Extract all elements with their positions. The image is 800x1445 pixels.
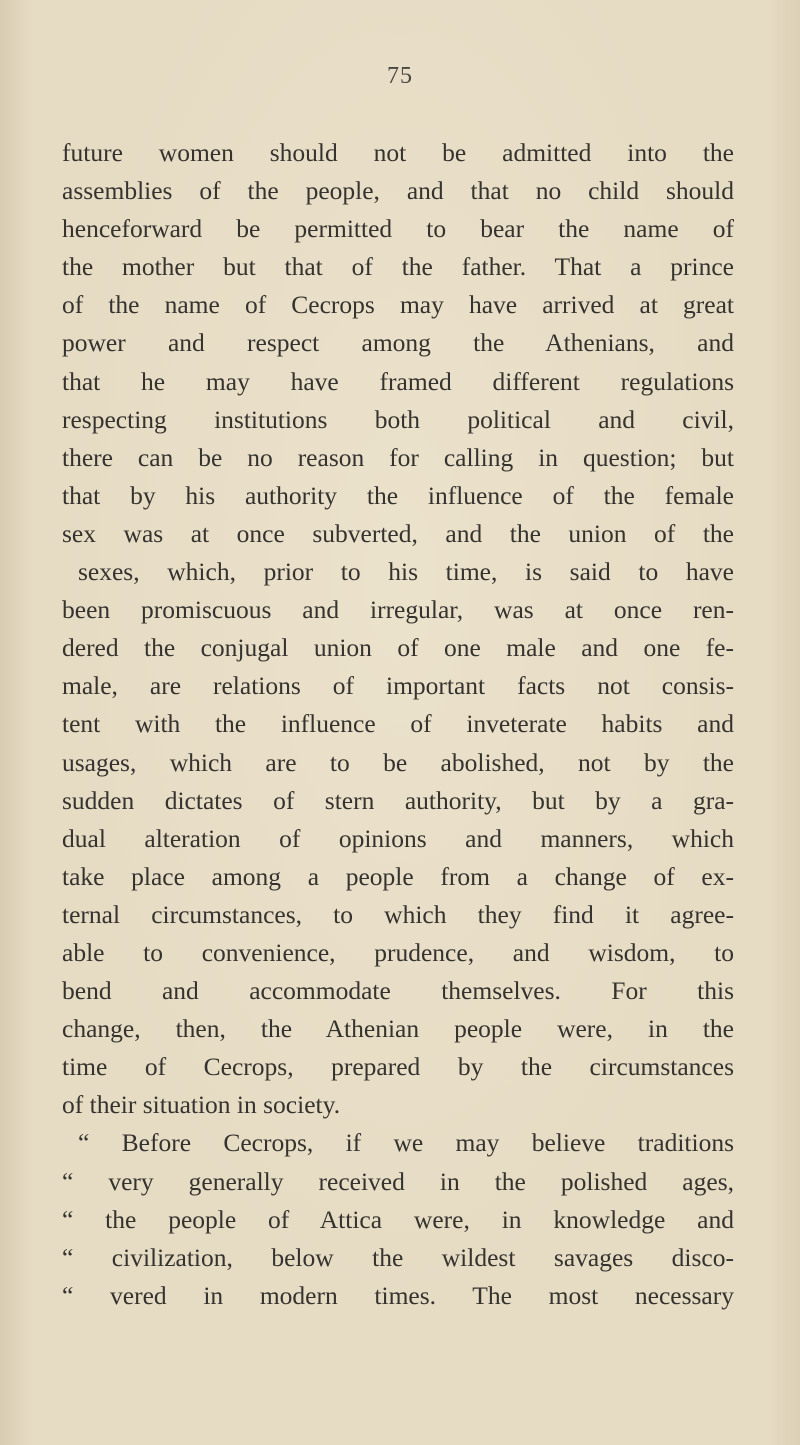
text-line: that by his authority the influence of the female: [62, 480, 734, 510]
quote-line: “ the people of Attica were, in knowledge and: [62, 1204, 734, 1234]
text-line: the mother but that of the father. That a prince: [62, 252, 734, 282]
text-line: male, are relations of important facts not consis-: [62, 671, 734, 701]
text-line: assemblies of the people, and that no child should: [62, 176, 734, 206]
body-text: [62, 134, 734, 1315]
text-line: henceforward be permitted to bear the name of: [62, 214, 734, 244]
text-line: able to convenience, prudence, and wisdom, to: [62, 937, 734, 967]
paragraph-end-line: of their situation in society.: [62, 1090, 341, 1120]
text-line: dered the conjugal union of one male and one fe-: [62, 633, 734, 663]
text-line: ternal circumstances, to which they find it agree-: [62, 899, 734, 929]
text-line: bend and accommodate themselves. For this: [62, 976, 734, 1006]
text-line: that he may have framed different regulations: [62, 366, 734, 396]
text-line: future women should not be admitted into the: [62, 138, 734, 167]
page-number: 75: [387, 63, 413, 89]
text-line: sexes, which, prior to his time, is said to have: [78, 557, 734, 587]
text-line: of the name of Cecrops may have arrived at great: [62, 290, 734, 320]
text-line: take place among a people from a change of ex-: [62, 861, 734, 891]
text-line: sudden dictates of stern authority, but by a gra-: [62, 785, 734, 815]
text-line: there can be no reason for calling in question; but: [62, 442, 734, 472]
quote-line: “ Before Cecrops, if we may believe traditions: [78, 1128, 734, 1158]
text-line: respecting institutions both political and civil,: [62, 404, 734, 434]
text-line: time of Cecrops, prepared by the circumstances: [62, 1052, 734, 1082]
quote-line: “ vered in modern times. The most necessary: [62, 1280, 734, 1310]
text-line: dual alteration of opinions and manners, which: [62, 823, 734, 853]
text-line: change, then, the Athenian people were, in the: [62, 1014, 734, 1044]
text-line: tent with the influence of inveterate habits and: [62, 709, 734, 739]
quote-line: “ civilization, below the wildest savages disco-: [62, 1242, 734, 1272]
quote-line: “ very generally received in the polished ages,: [62, 1166, 734, 1196]
text-line: usages, which are to be abolished, not by the: [62, 747, 734, 777]
text-line: sex was at once subverted, and the union of the: [62, 518, 734, 548]
text-line: power and respect among the Athenians, and: [62, 328, 734, 358]
text-line: been promiscuous and irregular, was at once ren-: [62, 595, 734, 625]
